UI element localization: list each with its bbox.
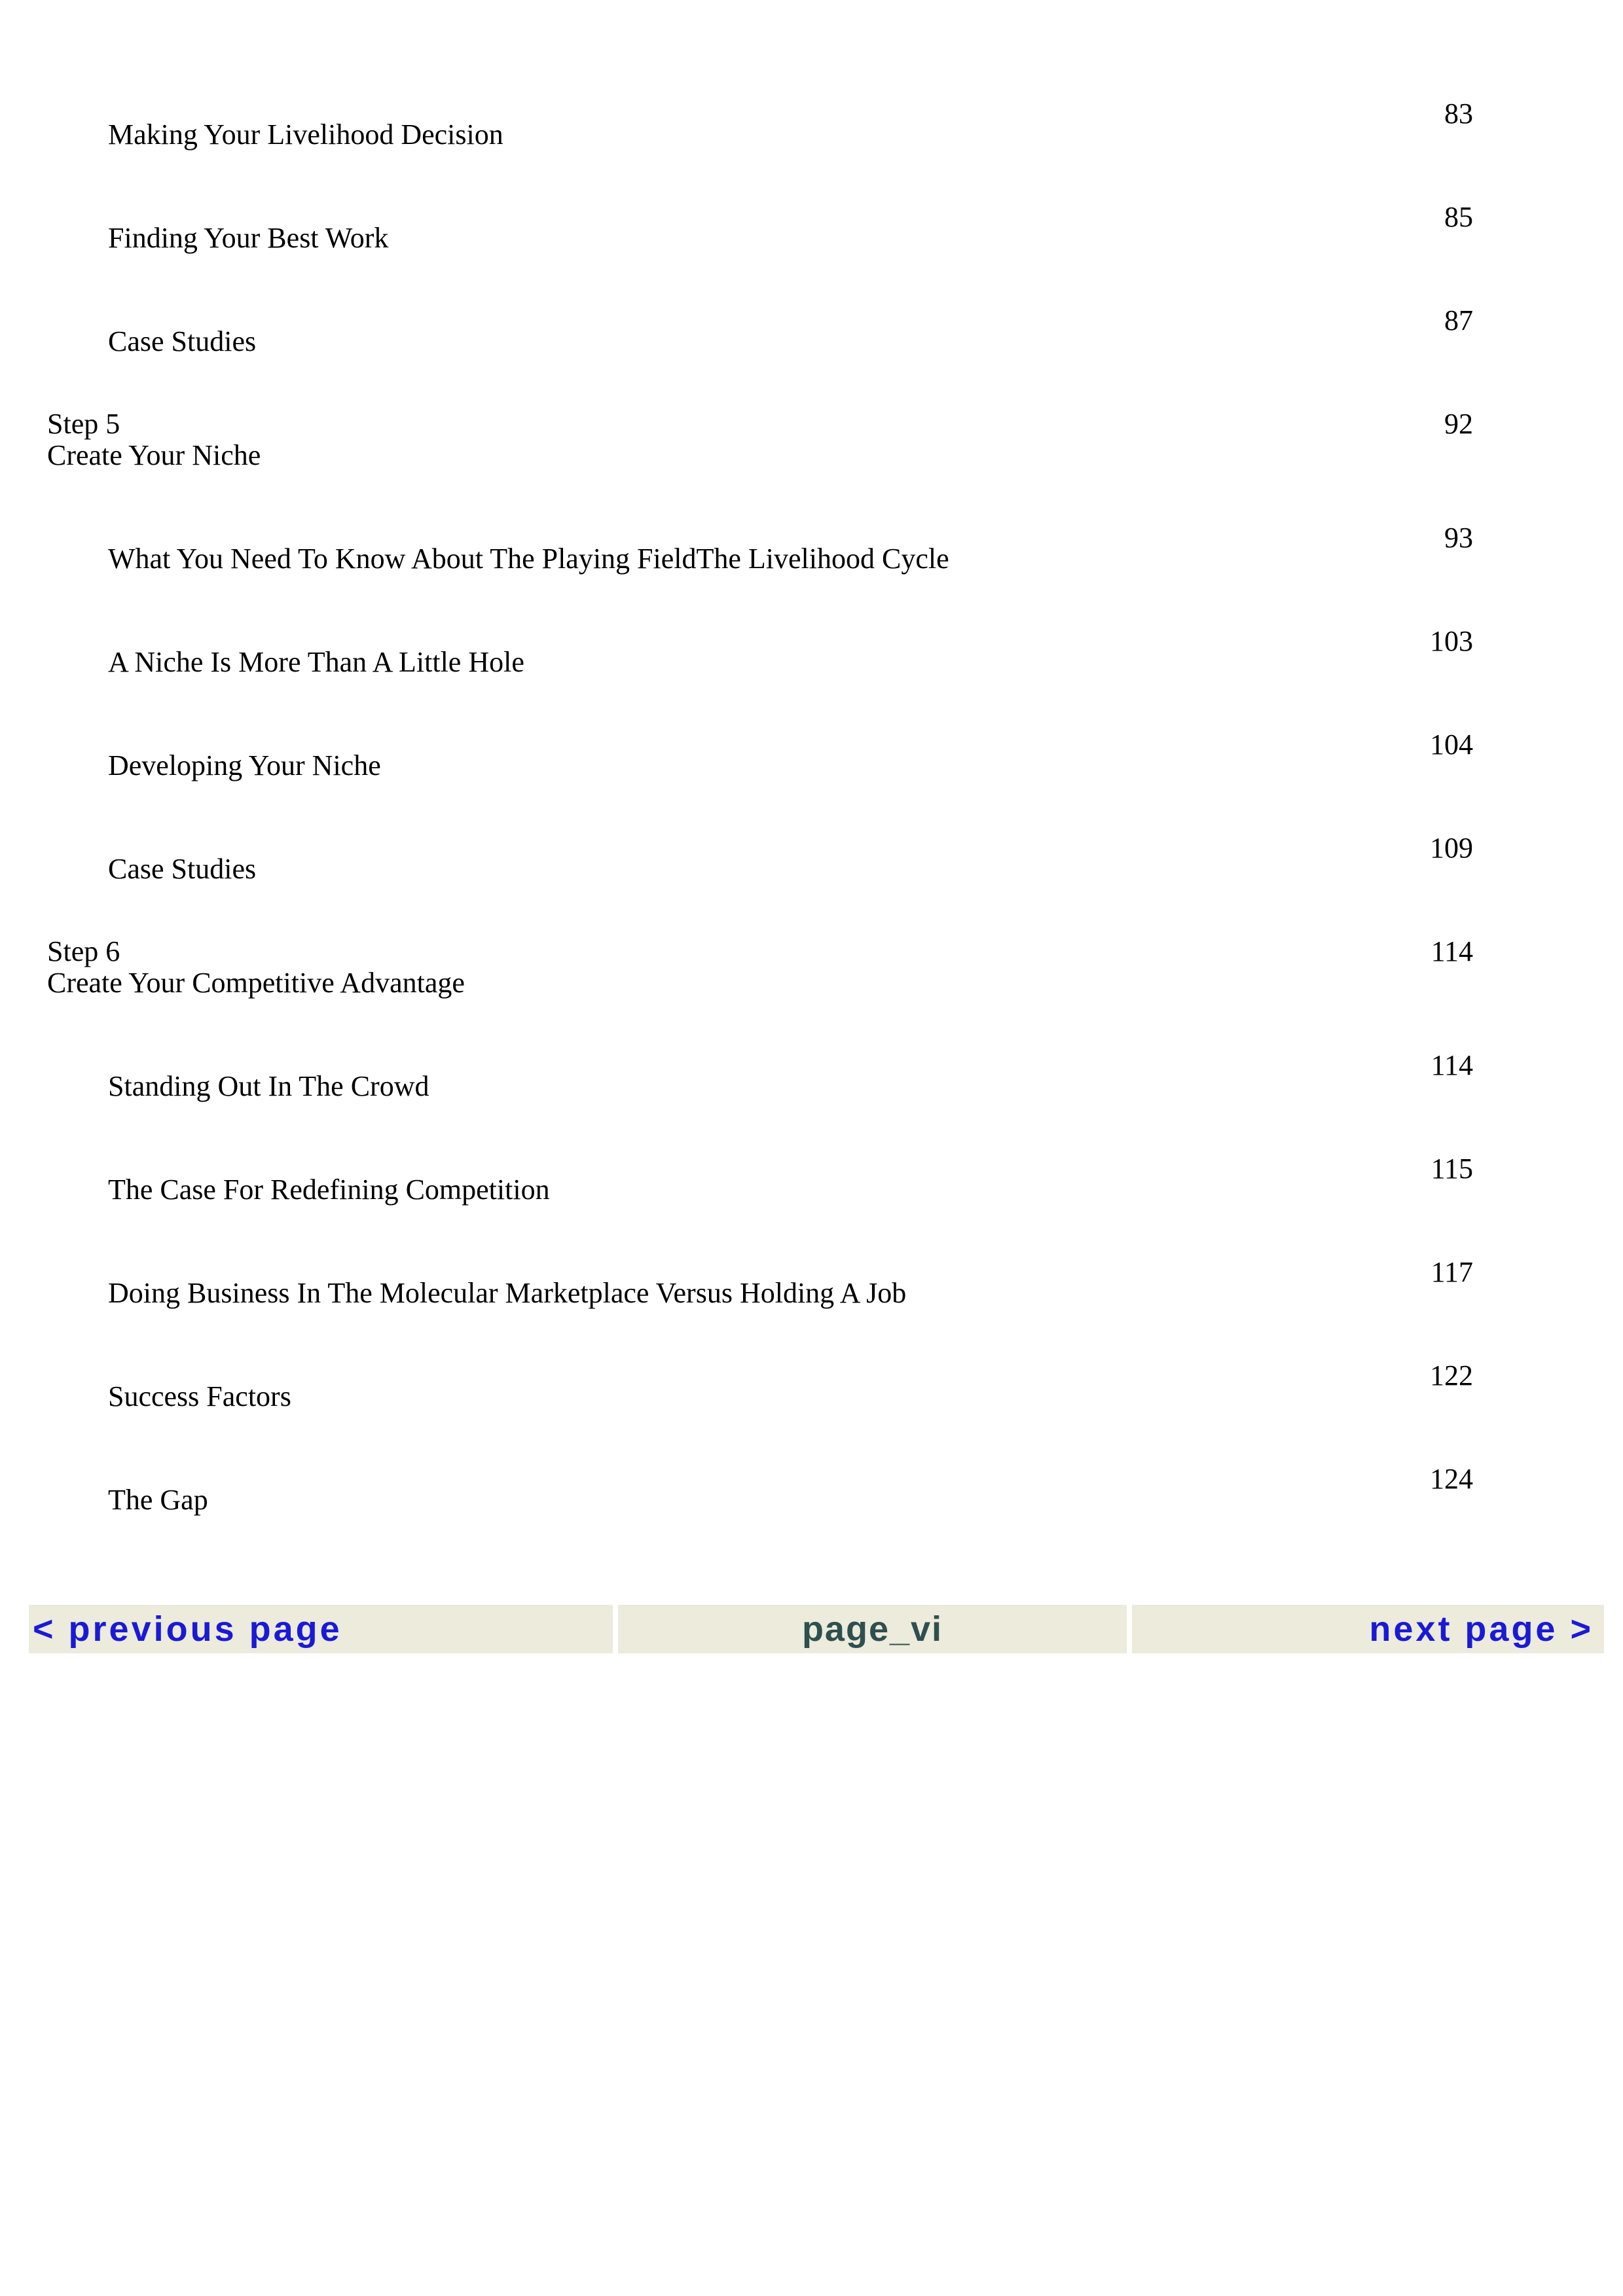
toc-entry-page: 87 xyxy=(1444,304,1473,336)
toc-entry-title: The Case For Redefining Competition xyxy=(108,1174,550,1206)
toc-step-entry xyxy=(0,936,1623,1014)
toc-entry xyxy=(0,1463,1623,1542)
toc-entry-page: 124 xyxy=(1430,1463,1473,1495)
toc-entry-title: Standing Out In The Crowd xyxy=(108,1070,429,1102)
toc-entry-title: Success Factors xyxy=(108,1380,291,1412)
toc-entry xyxy=(0,305,1623,384)
toc-entry-page: 92 xyxy=(1444,408,1473,440)
next-page-link[interactable]: next page > xyxy=(1132,1605,1604,1653)
toc-entry xyxy=(0,833,1623,911)
toc-entry-page: 109 xyxy=(1430,832,1473,864)
toc-entry-page: 103 xyxy=(1430,625,1473,657)
toc-entry-title: Case Studies xyxy=(108,853,257,885)
toc-step-title: Create Your Niche xyxy=(47,439,261,471)
toc-entry xyxy=(0,98,1623,177)
toc-entry xyxy=(0,1360,1623,1439)
toc-step-title: Create Your Competitive Advantage xyxy=(47,967,465,999)
toc-entry-title: Doing Business In The Molecular Marketplace Versus Holding A Job xyxy=(108,1277,907,1309)
toc-entry-title: Developing Your Niche xyxy=(108,749,381,781)
toc-entry xyxy=(0,729,1623,808)
page-navigation-bar xyxy=(29,1605,1604,1653)
toc-entry-title: Making Your Livelihood Decision xyxy=(108,118,503,151)
toc-entry-page: 85 xyxy=(1444,201,1473,233)
toc-step-heading xyxy=(47,408,261,471)
toc-entry-page: 93 xyxy=(1444,522,1473,554)
toc-entry-page: 104 xyxy=(1430,728,1473,761)
toc-step-number: Step 5 xyxy=(47,408,120,440)
toc-entry xyxy=(0,202,1623,280)
toc-entry-page: 122 xyxy=(1430,1359,1473,1391)
toc-entry-title: A Niche Is More Than A Little Hole xyxy=(108,646,524,678)
toc-entry xyxy=(0,522,1623,601)
toc-entry-title: Finding Your Best Work xyxy=(108,222,389,254)
toc-entry xyxy=(0,1153,1623,1232)
toc-step-number: Step 6 xyxy=(47,935,120,967)
toc-entry-page: 115 xyxy=(1431,1153,1473,1185)
toc-entry xyxy=(0,626,1623,704)
toc-entry-page: 83 xyxy=(1444,98,1473,130)
current-page-label: page_vi xyxy=(618,1605,1127,1653)
previous-page-link[interactable]: < previous page xyxy=(29,1605,613,1653)
toc-entry-page: 114 xyxy=(1431,1049,1473,1081)
toc-entry-page: 114 xyxy=(1431,935,1473,967)
toc-step-heading xyxy=(47,936,465,999)
toc-entry-page: 117 xyxy=(1431,1256,1473,1288)
toc-entry xyxy=(0,1257,1623,1335)
toc-step-entry xyxy=(0,408,1623,487)
toc-entry xyxy=(0,1050,1623,1128)
toc-entry-title: What You Need To Know About The Playing FieldThe Livelihood Cycle xyxy=(108,543,949,575)
toc-entry-title: The Gap xyxy=(108,1484,208,1516)
toc-entry-title: Case Studies xyxy=(108,325,257,357)
